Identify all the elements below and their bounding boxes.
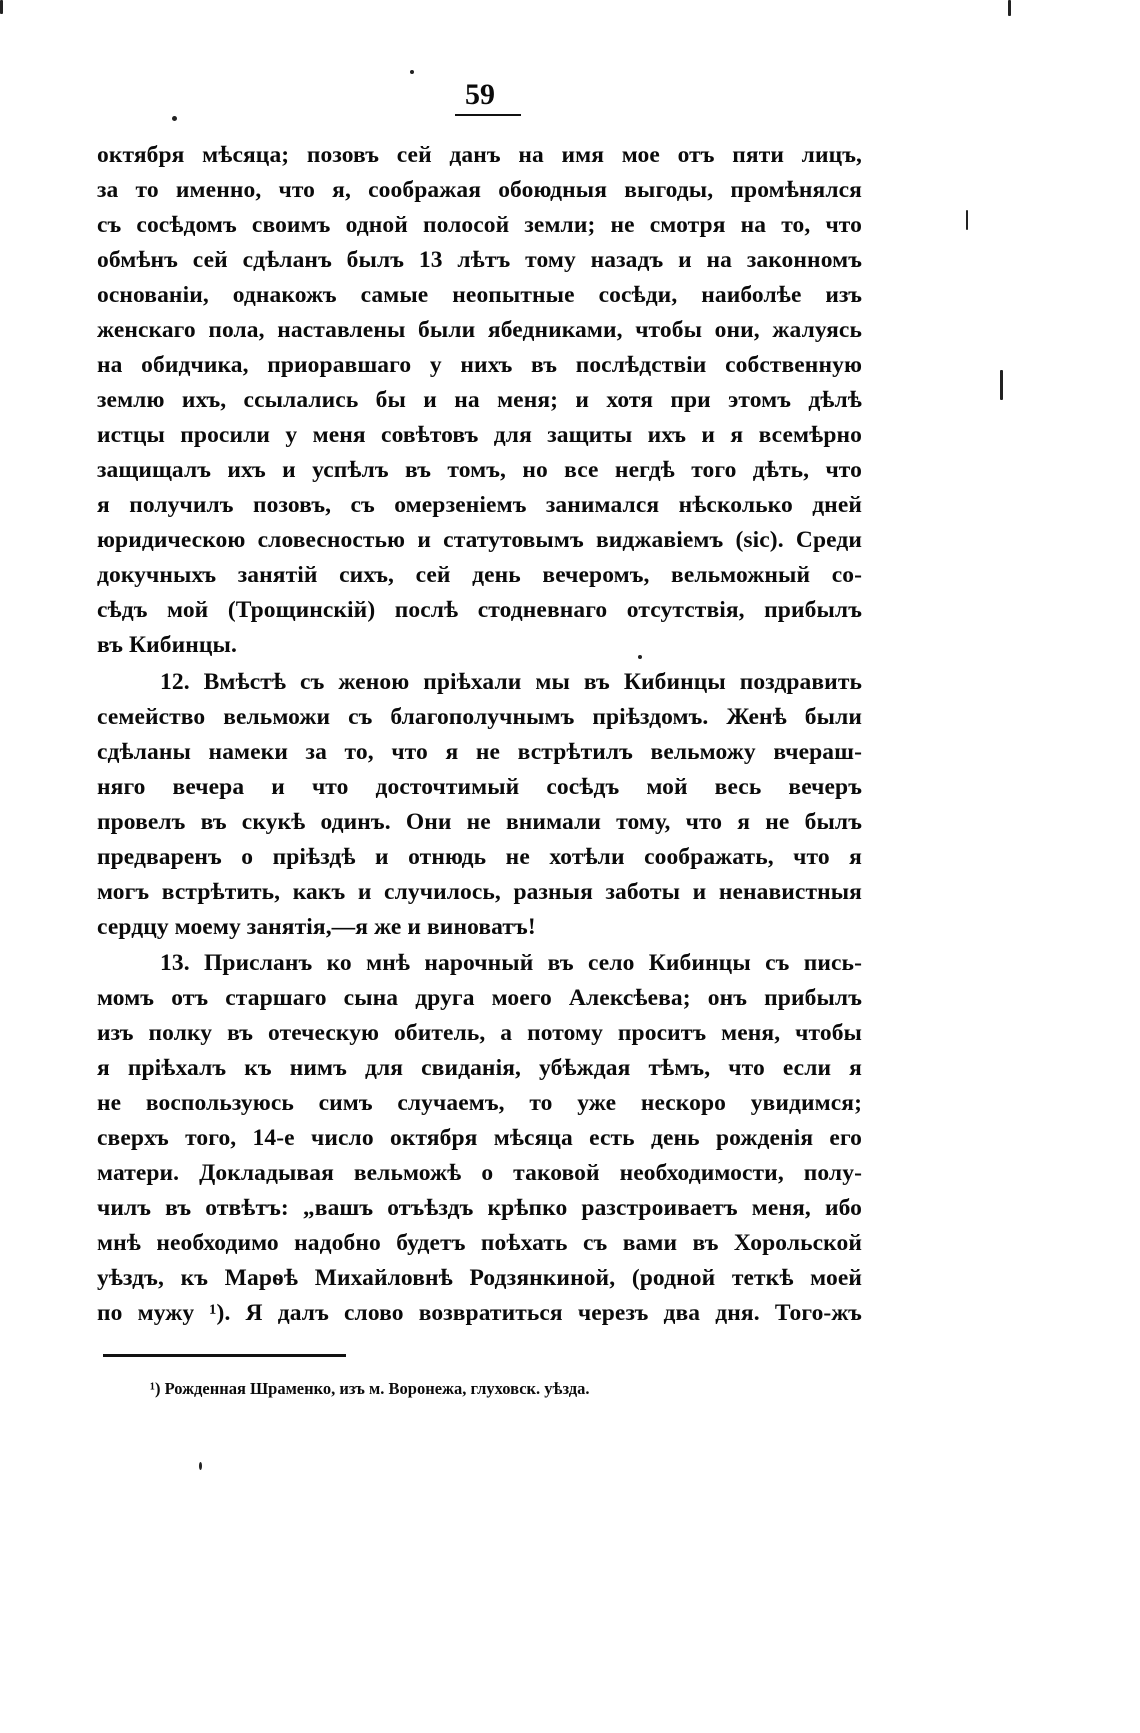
text-line: на обидчика, приоравшаго у нихъ въ послѣдствіи собственную xyxy=(97,352,862,378)
text-line: юридическою словесностью и статутовымъ виджавіемъ (sic). Среди xyxy=(97,527,862,553)
text-line: могъ встрѣтить, какъ и случилось, разныя заботы и ненавистныя xyxy=(97,879,862,905)
text-line: матери. Докладывая вельможѣ о таковой необходимости, полу- xyxy=(97,1160,862,1186)
footnote: ¹) Рожденная Шраменко, изъ м. Воронежа, глуховск. уѣзда. xyxy=(150,1379,590,1398)
scan-speck xyxy=(172,116,177,121)
text-line: землю ихъ, ссылались бы и на меня; и хотя при этомъ дѣлѣ xyxy=(97,387,862,413)
text-line: сердцу моему занятія,—я же и виноватъ! xyxy=(97,914,536,940)
text-line: защищалъ ихъ и успѣлъ въ томъ, но все негдѣ того дѣть, что xyxy=(97,457,862,483)
text-line: момъ отъ старшаго сына друга моего Алексѣева; онъ прибылъ xyxy=(97,985,862,1011)
scan-speck xyxy=(638,655,642,659)
text-line: мнѣ необходимо надобно будетъ поѣхать съ вами въ Хорольской xyxy=(97,1230,862,1256)
paragraph-12-first-line: 12. Вмѣстѣ съ женою пріѣхали мы въ Кибинцы поздравить xyxy=(160,669,862,695)
text-line: я пріѣхалъ къ нимъ для свиданія, убѣждая тѣмъ, что если я xyxy=(97,1055,862,1081)
scan-edge-mark xyxy=(0,0,3,14)
text-line: въ Кибинцы. xyxy=(97,632,237,658)
scan-speck xyxy=(199,1462,202,1470)
text-line: сверхъ того, 14-е число октября мѣсяца есть день рожденія его xyxy=(97,1125,862,1151)
scan-speck xyxy=(410,70,414,74)
scan-edge-mark xyxy=(1008,0,1011,16)
text-line: истцы просили у меня совѣтовъ для защиты ихъ и я всемѣрно xyxy=(97,422,862,448)
text-line: провелъ въ скукѣ одинъ. Они не внимали тому, что я не былъ xyxy=(97,809,862,835)
text-line: не воспользуюсь симъ случаемъ, то уже нескоро увидимся; xyxy=(97,1090,862,1116)
text-line: съ сосѣдомъ своимъ одной полосой земли; не смотря на то, что xyxy=(97,212,862,238)
text-line: за то именно, что я, соображая обоюдныя выгоды, промѣнялся xyxy=(97,177,862,203)
text-line: по мужу ¹). Я далъ слово возвратиться черезъ два дня. Того-жъ xyxy=(97,1300,862,1326)
text-line: женскаго пола, наставлены были ябедниками, чтобы они, жалуясь xyxy=(97,317,862,343)
text-line: основаніи, однакожъ самые неопытные сосѣди, наиболѣе изъ xyxy=(97,282,862,308)
text-line: семейство вельможи съ благополучнымъ пріѣздомъ. Женѣ были xyxy=(97,704,862,730)
text-line: чилъ въ отвѣтъ: „вашъ отъѣздъ крѣпко разстроиваетъ меня, ибо xyxy=(97,1195,862,1221)
text-line: изъ полку въ отеческую обитель, а потому проситъ меня, чтобы xyxy=(97,1020,862,1046)
text-line: докучныхъ занятій сихъ, сей день вечеромъ, вельможный со- xyxy=(97,562,862,588)
text-line: октября мѣсяца; позовъ сей данъ на имя мое отъ пяти лицъ, xyxy=(97,142,862,168)
text-line: предваренъ о пріѣздѣ и отнюдь не хотѣли соображать, что я xyxy=(97,844,862,870)
footnote-separator xyxy=(103,1354,346,1357)
text-line: уѣздъ, къ Марѳѣ Михайловнѣ Родзянкиной, (родной теткѣ моей xyxy=(97,1265,862,1291)
scan-edge-mark xyxy=(966,210,968,230)
page-number-underline xyxy=(455,114,521,116)
text-line: сдѣланы намеки за то, что я не встрѣтилъ вельможу вчераш- xyxy=(97,739,862,765)
text-line: няго вечера и что досточтимый сосѣдъ мой весь вечеръ xyxy=(97,774,862,800)
scan-edge-mark xyxy=(1000,370,1003,400)
text-line: сѣдъ мой (Трощинскій) послѣ стодневнаго отсутствія, прибылъ xyxy=(97,597,862,623)
page-number: 59 xyxy=(465,78,495,111)
text-line: обмѣнъ сей сдѣланъ былъ 13 лѣтъ тому назадъ и на законномъ xyxy=(97,247,862,273)
paragraph-13-first-line: 13. Присланъ ко мнѣ нарочный въ село Кибинцы съ пись- xyxy=(160,950,862,976)
text-line: я получилъ позовъ, съ омерзеніемъ занимался нѣсколько дней xyxy=(97,492,862,518)
